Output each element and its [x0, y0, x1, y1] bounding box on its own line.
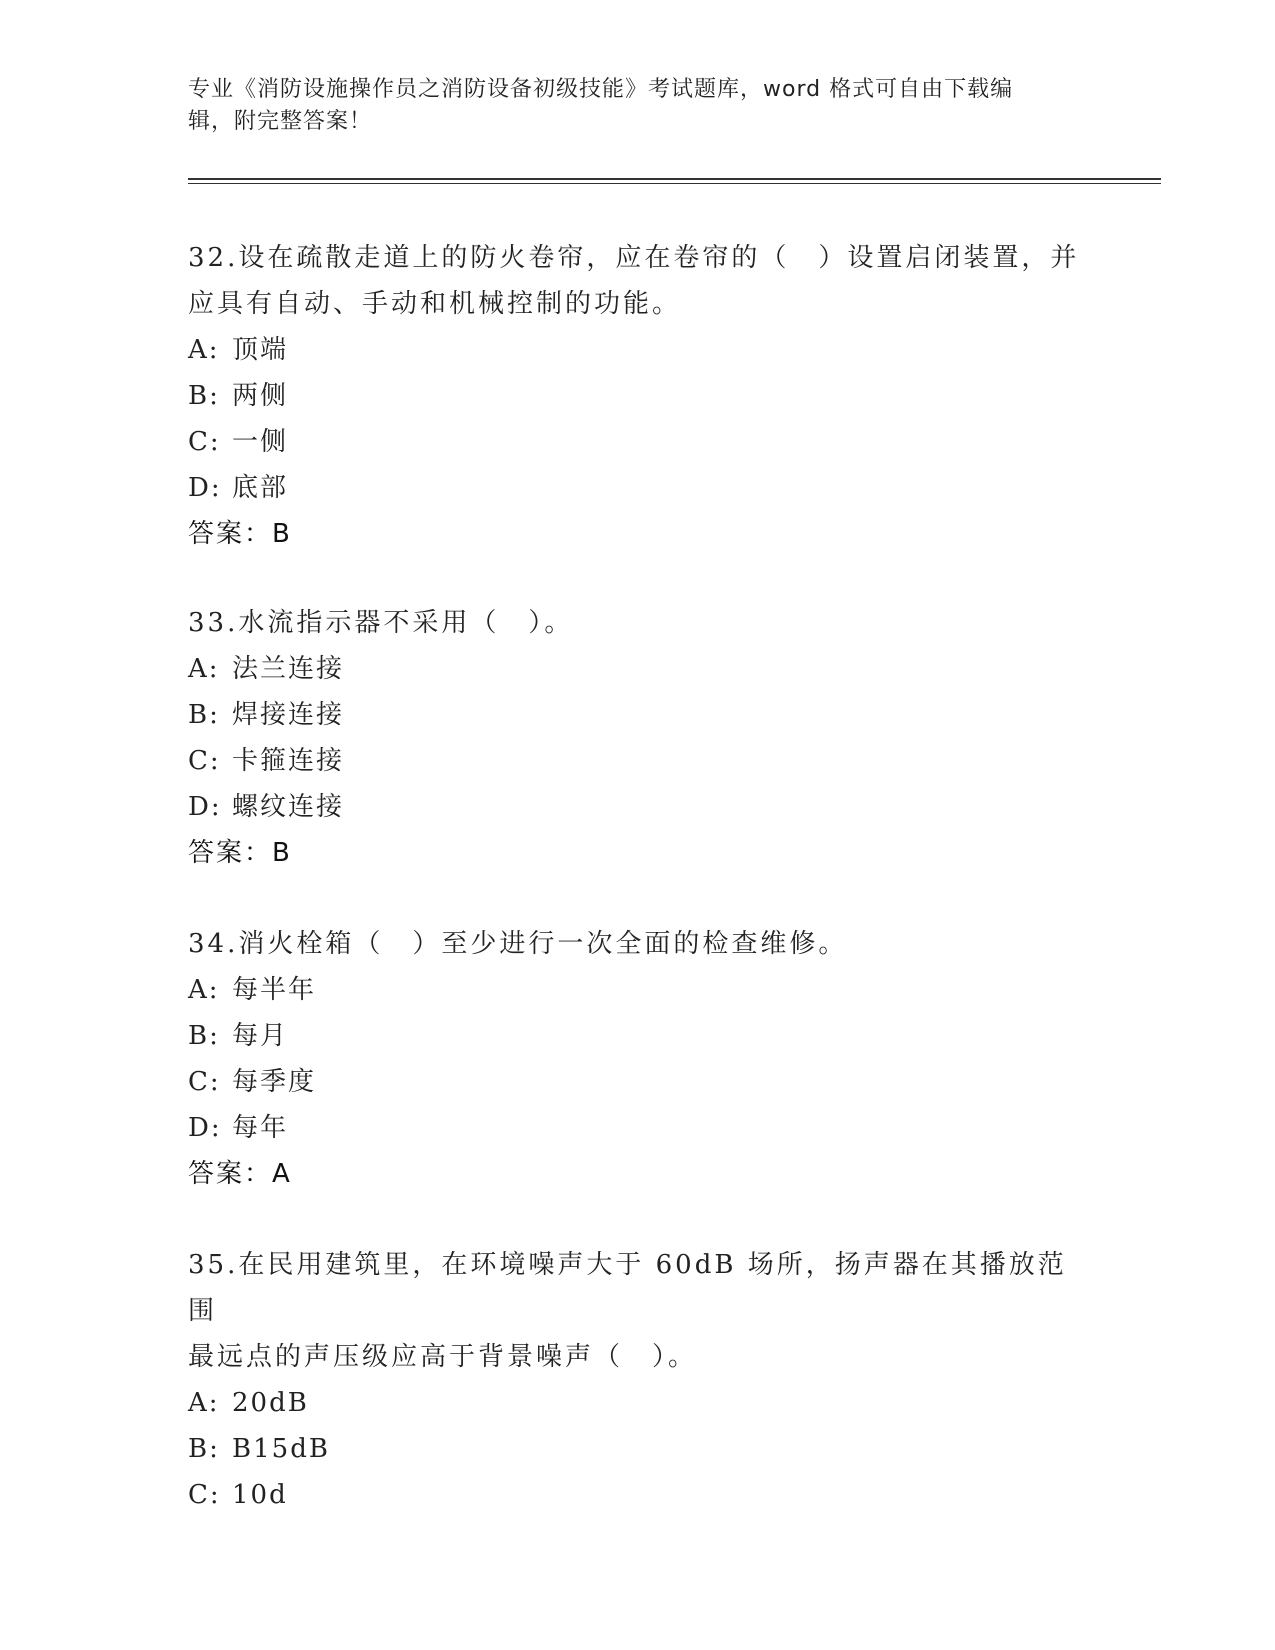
option-c: [188, 419, 1088, 465]
option-b: [188, 692, 1088, 738]
option-b: [188, 1426, 1088, 1472]
option-c: [188, 1472, 1088, 1518]
option-label: A:: [188, 335, 220, 365]
question-stem: 32.设在疏散走道上的防火卷帘，应在卷帘的（ ）设置启闭装置，并: [188, 243, 1080, 273]
option-label: A:: [188, 1388, 220, 1418]
option-label: B:: [188, 1021, 220, 1051]
question-stem-cont: 应具有自动、手动和机械控制的功能。: [188, 289, 682, 319]
option-text: 顶端: [232, 335, 289, 365]
option-text: 螺纹连接: [232, 792, 345, 822]
option-text: B15dB: [232, 1434, 330, 1464]
option-text: 20dB: [232, 1388, 309, 1418]
answer: 答案：A: [188, 1159, 292, 1189]
option-text: 每年: [232, 1113, 289, 1143]
option-b: [188, 373, 1088, 419]
question-stem: 35.在民用建筑里，在环境噪声大于 60dB 场所，扬声器在其播放范围: [188, 1250, 1067, 1326]
option-text: 焊接连接: [232, 700, 345, 730]
answer: 答案：B: [188, 519, 292, 549]
question-33: [188, 600, 1088, 876]
option-text: 底部: [232, 473, 289, 503]
option-d: [188, 465, 1088, 511]
option-label: C:: [188, 1480, 221, 1510]
option-label: B:: [188, 381, 220, 411]
option-label: A:: [188, 975, 220, 1005]
header-line-2: 辑，附完整答案！: [188, 109, 373, 134]
option-d: [188, 1105, 1088, 1151]
option-c: [188, 738, 1088, 784]
question-stem: 33.水流指示器不采用（ ）。: [188, 608, 574, 638]
option-a: [188, 646, 1088, 692]
option-label: A:: [188, 654, 220, 684]
header-divider-thin: [188, 183, 1161, 184]
option-label: C:: [188, 427, 221, 457]
question-stem: 34.消火栓箱（ ）至少进行一次全面的检查维修。: [188, 929, 848, 959]
option-label: D:: [188, 792, 222, 822]
option-text: 卡箍连接: [232, 746, 345, 776]
option-text: 一侧: [232, 427, 289, 457]
option-text: 两侧: [232, 381, 289, 411]
option-text: 法兰连接: [232, 654, 345, 684]
answer: 答案：B: [188, 838, 292, 868]
option-label: C:: [188, 746, 221, 776]
option-label: B:: [188, 700, 220, 730]
question-34: [188, 921, 1088, 1197]
option-text: 每季度: [232, 1067, 317, 1097]
option-text: 每半年: [232, 975, 317, 1005]
question-32: [188, 235, 1088, 557]
option-a: [188, 967, 1088, 1013]
option-text: 10d: [232, 1480, 288, 1510]
option-a: [188, 327, 1088, 373]
option-c: [188, 1059, 1088, 1105]
header-line-1: 专业《消防设施操作员之消防设备初级技能》考试题库，word 格式可自由下载编: [188, 77, 1014, 102]
option-text: 每月: [232, 1021, 289, 1051]
option-label: B:: [188, 1434, 220, 1464]
option-label: D:: [188, 1113, 222, 1143]
question-35: [188, 1242, 1088, 1518]
header-divider: [188, 178, 1161, 180]
question-stem-cont: 最远点的声压级应高于背景噪声（ ）。: [188, 1342, 698, 1372]
option-a: [188, 1380, 1088, 1426]
option-d: [188, 784, 1088, 830]
option-label: D:: [188, 473, 222, 503]
document-header: [188, 74, 1078, 138]
option-b: [188, 1013, 1088, 1059]
option-label: C:: [188, 1067, 221, 1097]
